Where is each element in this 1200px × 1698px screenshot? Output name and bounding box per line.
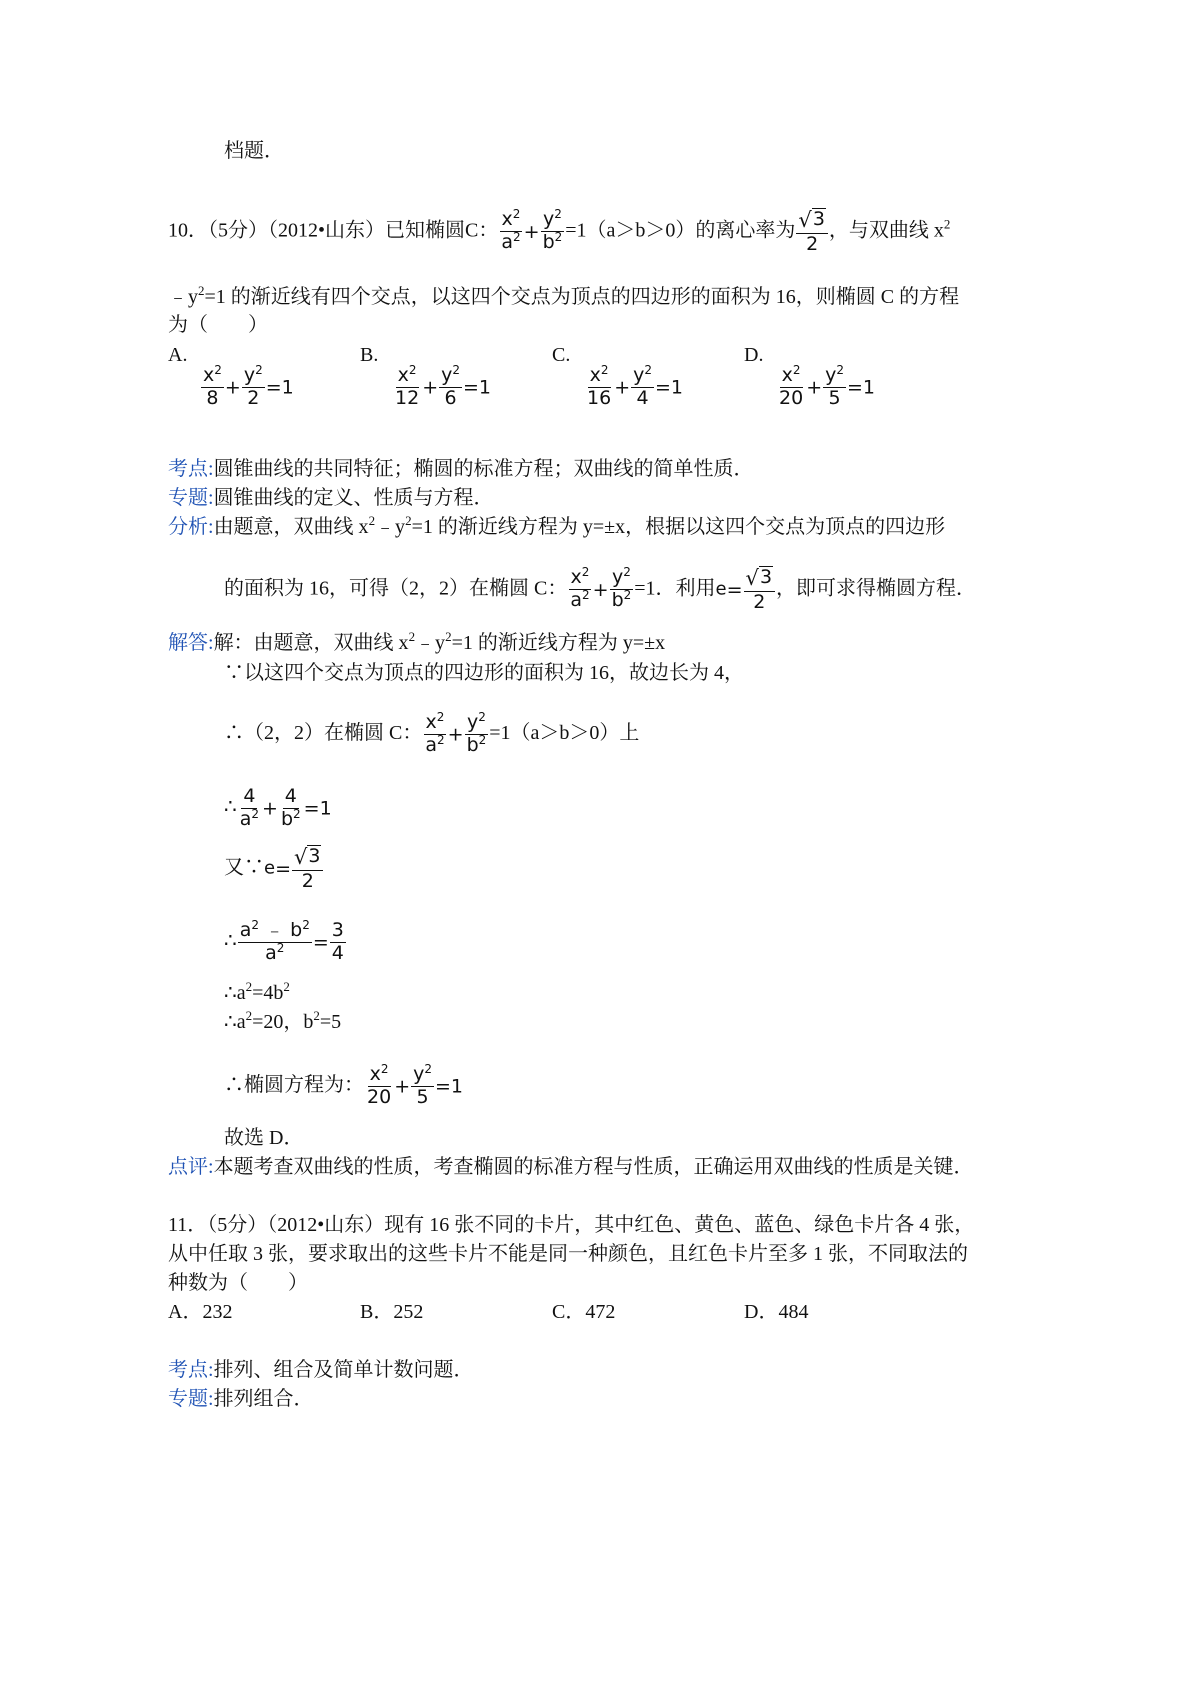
q10-dianping: 点评:本题考查双曲线的性质，考查椭圆的标准方程与性质，正确运用双曲线的性质是关键． <box>168 1156 974 1178</box>
q11-option-b[interactable]: B．252 <box>360 1301 424 1323</box>
q10-stem-line1: 10．（5分）（2012•山东）已知椭圆C： $\frac{x^2}{a^2}$ + $\frac{y^2}{b^2}$ =1（a＞b＞0）的离心率为 √ 3 2 ，与双曲线 $x^2$ <box>168 207 951 255</box>
q11-option-a[interactable]: A．232 <box>168 1301 233 1323</box>
kaodian-label: 考点: <box>168 1359 214 1381</box>
q10-jieda-line2: ∵以这四个交点为顶点的四边形的面积为 16，故边长为 4， <box>224 662 744 684</box>
q10-jieda-line6: ∴ $\frac{a^2 ﹣ b^2}{a^2}$ = $\frac{3}{4}$ <box>224 918 344 964</box>
q11-stem-line2: 从中任取 3 张，要求取出的这些卡片不能是同一种颜色，且红色卡片至多 1 张，不同取法的 <box>168 1243 968 1265</box>
q10-head: 10．（5分）（2012•山东）已知椭圆C： <box>168 219 499 242</box>
q10-jieda-line3: ∴（2，2）在椭圆 C： $\frac{x^2}{a^2}$ + $\frac{y^2}{b^2}$ =1（a＞b＞0）上 <box>224 710 640 756</box>
q10-stem-line2: $﹣y^2=1$ 的渐近线有四个交点，以这四个交点为顶点的四边形的面积为 16，则椭圆 C 的方程 <box>168 283 960 308</box>
q10-cond: =1（a＞b＞0）的离心率为 <box>565 219 796 242</box>
y2-over-b2: $\frac{y^2}{b^2}$ <box>542 207 563 254</box>
q11-kaodian: 考点:排列、组合及简单计数问题． <box>168 1359 474 1381</box>
top-fragment: 档题． <box>224 140 284 162</box>
q10-option-b[interactable]: B. $\frac{x^2}{12}$ + $\frac{y^2}{6}$ =1 <box>360 344 492 409</box>
fenxi-label: 分析: <box>168 516 214 538</box>
q11-stem-line3: 种数为（ ） <box>168 1272 308 1294</box>
zhuanti-label: 专题: <box>168 487 214 509</box>
q10-option-c[interactable]: C. $\frac{x^2}{16}$ + $\frac{y^2}{4}$ =1 <box>552 344 684 409</box>
q10-jieda-line9: ∴椭圆方程为： $\frac{x^2}{20}$ + $\frac{y^2}{5}$ =1 <box>224 1062 464 1108</box>
x2-over-a2: $\frac{x^2}{a^2}$ <box>501 207 521 254</box>
q10-jieda-line1: 解答:解：由题意，双曲线 $x^2﹣y^2=1$ 的渐近线方程为 y=±x <box>168 629 666 654</box>
q10-zhuanti: 专题:圆锥曲线的定义、性质与方程． <box>168 487 494 509</box>
q10-tail: ，与双曲线 x <box>828 219 944 242</box>
q10-option-a[interactable]: A. $\frac{x^2}{8}$ + $\frac{y^2}{2}$ =1 <box>168 344 294 409</box>
jieda-label: 解答: <box>168 632 214 654</box>
q10-kaodian: 考点:圆锥曲线的共同特征；椭圆的标准方程；双曲线的简单性质． <box>168 458 754 480</box>
q10-stem-line3: 为（ ） <box>168 314 268 336</box>
q10-jieda-line8: $\therefore a^2=20$，$b^2=5$ <box>224 1008 342 1033</box>
dianping-label: 点评: <box>168 1156 214 1178</box>
q10-jieda-line7: $\therefore a^2=4b^2$ <box>224 979 290 1004</box>
q10-fenxi-line1: 分析:由题意，双曲线 $x^2﹣y^2=1$ 的渐近线方程为 y=±x，根据以这四个交点为顶点的四边形 <box>168 513 946 538</box>
kaodian-label: 考点: <box>168 458 214 480</box>
q10-jieda-line10: 故选 D． <box>224 1127 304 1149</box>
q10-option-d[interactable]: D. $\frac{x^2}{20}$ + $\frac{y^2}{5}$ =1 <box>744 344 876 409</box>
zhuanti-label: 专题: <box>168 1388 214 1410</box>
q11-zhuanti: 专题:排列组合． <box>168 1388 314 1410</box>
q11-stem-line1: 11．（5分）（2012•山东）现有 16 张不同的卡片，其中红色、黄色、蓝色、绿色卡片各 4 张， <box>168 1214 975 1236</box>
q10-jieda-line4: ∴ $\frac{4}{a^2}$ + $\frac{4}{b^2}$ =1 <box>224 785 332 830</box>
q10-jieda-line5: 又∵e= √ 3 2 <box>224 845 324 893</box>
q11-option-d[interactable]: D．484 <box>744 1301 809 1323</box>
eccentricity-fraction: √ 3 2 <box>796 208 827 256</box>
q10-fenxi-line2: 的面积为 16，可得（2，2）在椭圆 C： $\frac{x^2}{a^2}$ + $\frac{y^2}{b^2}$ =1．利用e= √ 3 2 ，即可求得椭圆方程． <box>224 565 977 613</box>
q11-option-c[interactable]: C．472 <box>552 1301 616 1323</box>
